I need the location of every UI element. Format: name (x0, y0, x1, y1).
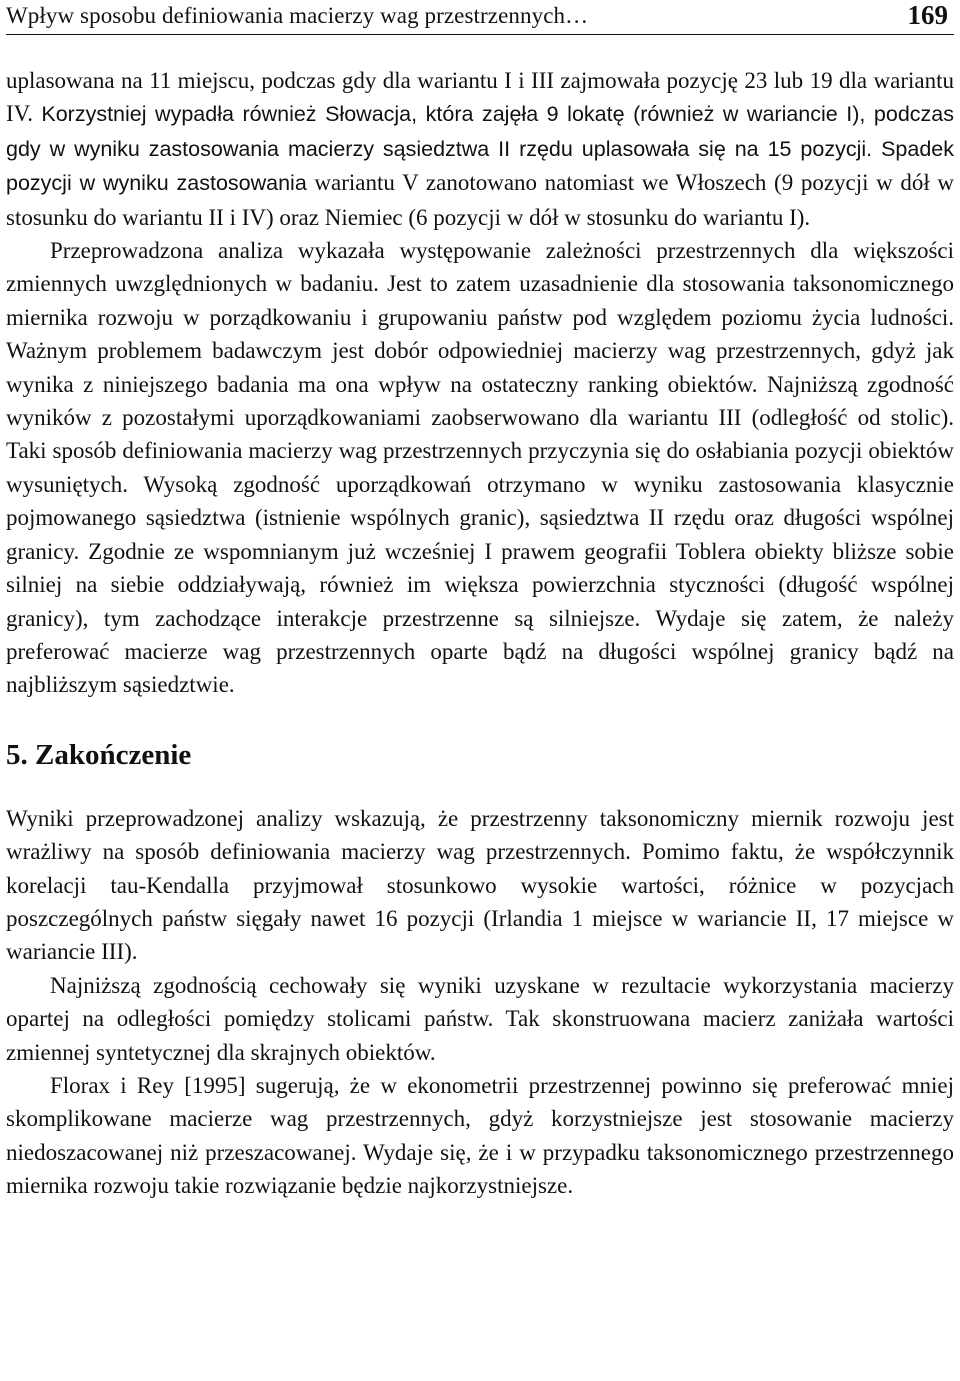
paragraph: Przeprowadzona analiza wykazała występowanie zależności przestrzennych dla większości zmiennych uwzględnionych w badaniu. Jest to zatem uzasadnienie dla stosowania taksonomicznego miernika rozwoju w porządkowaniu i grupowaniu państw pod względem poziomu życia ludności. Ważnym problemem badawczym jest dobór odpowiedniej macierzy wag przestrzennych, gdyż jak wynika z niniejszego badania ma ona wpływ na ostateczny ranking obiektów. Najniższą zgodność wyników z pozostałymi uporządkowaniami zaobserwowano dla wariantu III (odległość od stolic). Taki sposób definiowania macierzy wag przestrzennych przyczynia się do osłabiania pozycji obiektów wysuniętych. Wysoką zgodność uporządkowań otrzymano w wyniku zastosowania klasycznie pojmowanego sąsiedztwa (istnienie wspólnych granic), sąsiedztwa II rzędu oraz długości wspólnej granicy. Zgodnie ze wspomnianym już wcześniej I prawem geografii Toblera obiekty bliższe sobie silniej na siebie oddziaływają, również im większa powierzchnia styczności (długość wspólnej granicy), tym zachodzące interakcje przestrzenne są silniejsze. Wydaje się zatem, że należy preferować macierze wag przestrzennych oparte bądź na długości wspólnej granicy bądź na najbliższym sąsiedztwie. (6, 238, 954, 698)
section-heading: 5. Zakończenie (6, 738, 192, 771)
running-header (6, 2, 954, 35)
document-page (6, 0, 954, 1203)
paragraph-text-sans: Korzystniej wypadła również Słowacja, która zajęła 9 lokatę (również w wariancie I), podczas gdy w wyniku zastosowania macierzy sąsiedztwa II rzędu uplasowała się na 15 pozycji. Spadek pozycji w wyniku zastosowania (6, 102, 954, 196)
paragraph-continued (6, 64, 954, 234)
page-number: 169 (907, 0, 948, 30)
paragraph: Florax i Rey [1995] sugerują, że w ekonometrii przestrzennej powinno się preferować mniej skomplikowane macierze wag przestrzennych, gdyż korzystniejsze jest stosowanie macierzy niedoszacowanej niż przeszacowanej. Wydaje się, że i w przypadku taksonomicznego przestrzennego miernika rozwoju takie rozwiązanie będzie najkorzystniejsze. (6, 1072, 954, 1199)
body-text (6, 64, 954, 1203)
paragraph-text: uplasowana na 11 miejscu, podczas gdy dla wariantu I i III zajmowała pozycję 23 lub 19 dla wariantu IV. (6, 68, 954, 127)
paragraph-text: wariantu V zanotowano natomiast we Włoszech (9 pozycji w dół w stosunku do wariantu II i IV) oraz Niemiec (6 pozycji w dół w stosunku do wariantu I). (6, 170, 954, 230)
paragraph: Wyniki przeprowadzonej analizy wskazują, że przestrzenny taksonomiczny miernik rozwoju jest wrażliwy na sposób definiowania macierzy wag przestrzennych. Pomimo faktu, że współczynnik korelacji tau-Kendalla przyjmował stosunkowo wysokie wartości, różnice w pozycjach poszczególnych państw sięgały nawet 16 pozycji (Irlandia 1 miejsce w wariancie II, 17 miejsce w wariancie III). (6, 805, 954, 965)
running-title: Wpływ sposobu definiowania macierzy wag przestrzennych… (6, 3, 589, 28)
paragraph: Najniższą zgodnością cechowały się wyniki uzyskane w rezultacie wykorzystania macierzy opartej na odległości pomiędzy stolicami państw. Tak skonstruowana macierz zaniżała wartości zmiennej syntetycznej dla skrajnych obiektów. (6, 972, 954, 1065)
